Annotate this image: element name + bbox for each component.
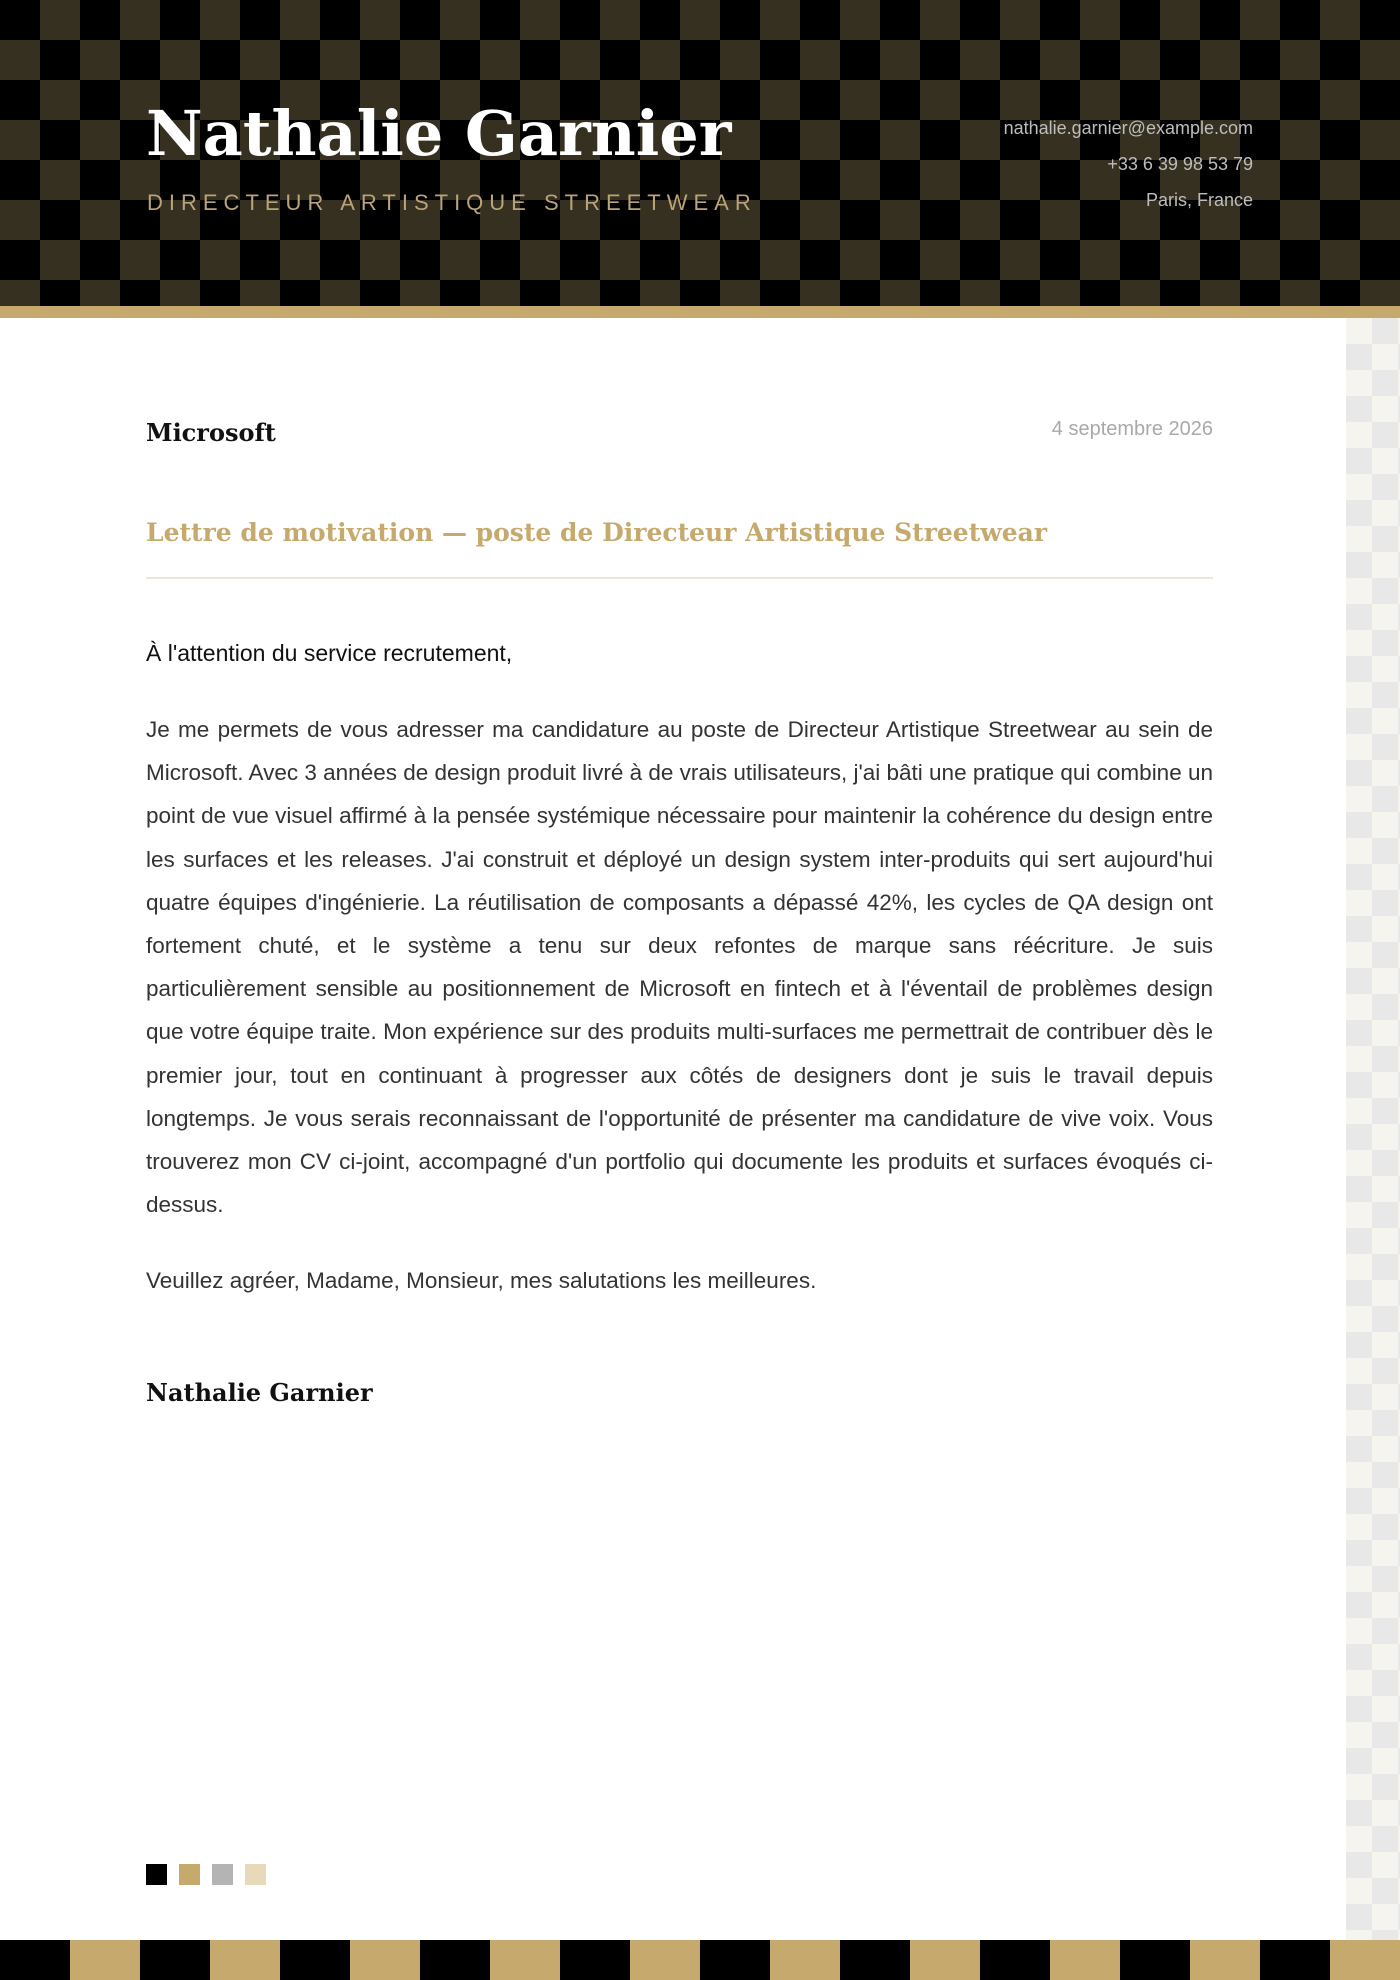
header-divider bbox=[0, 306, 1400, 318]
palette-swatch-beige bbox=[245, 1864, 266, 1885]
contact-block bbox=[1004, 110, 1253, 218]
palette-swatch-gold bbox=[179, 1864, 200, 1885]
side-checker-strip bbox=[1346, 318, 1400, 1940]
letter-body: Je me permets de vous adresser ma candidature au poste de Directeur Artistique Streetwear au sein de Microsoft. Avec 3 années de design produit livré à de vrais utilisateurs, j'ai bâti une pratique qui combine un point de vue visuel affirmé à la pensée systémique nécessaire pour maintenir la cohérence du design entre les surfaces et les releases. J'ai construit et déployé un design system inter-produits qui sert aujourd'hui quatre équipes d'ingénierie. La réutilisation de composants a dépassé 42%, les cycles de QA design ont fortement chuté, et le système a tenu sur deux refontes de marque sans réécriture. Je suis particulièrement sensible au positionnement de Microsoft en fintech et à l'éventail de problèmes design que votre équipe traite. Mon expérience sur des produits multi-surfaces me permettrait de contribuer dès le premier jour, tout en continuant à progresser aux côtés de designers dont je suis le travail depuis longtemps. Je vous serais reconnaissant de l'opportunité de présenter ma candidature de vive voix. Vous trouverez mon CV ci-joint, accompagné d'un portfolio qui documente les produits et surfaces évoqués ci-dessus. bbox=[146, 717, 1213, 1218]
contact-email[interactable]: nathalie.garnier@example.com bbox=[1003, 118, 1253, 138]
contact-location: Paris, France bbox=[1145, 190, 1253, 210]
palette-swatches bbox=[146, 1864, 266, 1886]
letter-closing: Veuillez agréer, Madame, Monsieur, mes salutations les meilleures. bbox=[146, 1268, 817, 1293]
palette-swatch-grey bbox=[212, 1864, 233, 1885]
header-banner bbox=[0, 0, 1400, 306]
footer-checker-band bbox=[0, 1940, 1400, 1980]
letter-salutation: À l'attention du service recrutement, bbox=[146, 640, 513, 666]
subject-divider bbox=[146, 577, 1213, 579]
applicant-name: Nathalie Garnier bbox=[146, 97, 732, 170]
letter-signature: Nathalie Garnier bbox=[146, 1378, 373, 1407]
letter-subject: Lettre de motivation — poste de Directeur Artistique Streetwear bbox=[146, 518, 1048, 547]
letter-date: 4 septembre 2026 bbox=[1051, 418, 1213, 440]
palette-swatch-black bbox=[146, 1864, 167, 1885]
recipient-company: Microsoft bbox=[146, 418, 276, 447]
contact-phone[interactable]: +33 6 39 98 53 79 bbox=[1107, 154, 1253, 174]
applicant-role: DIRECTEUR ARTISTIQUE STREETWEAR bbox=[147, 190, 757, 215]
